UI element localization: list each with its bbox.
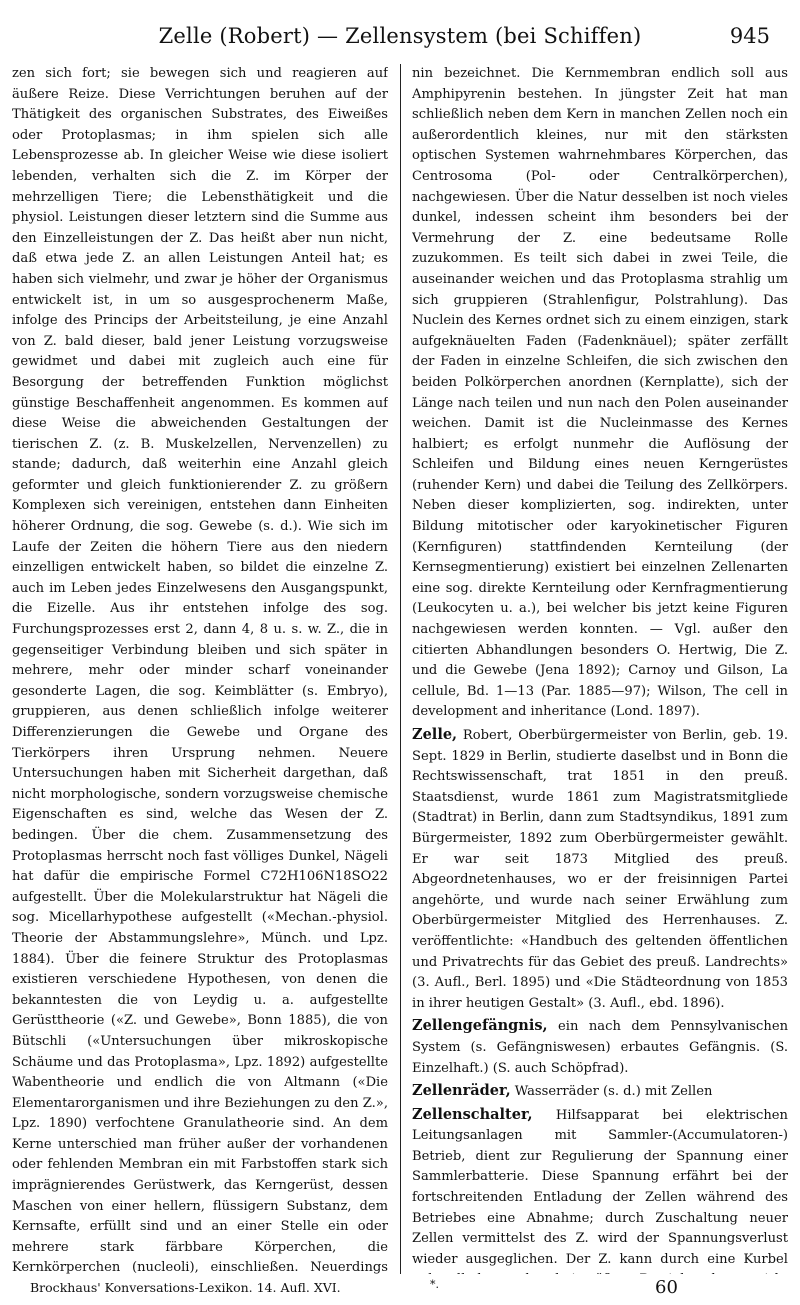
entry-keyword: Zelle, — [412, 726, 458, 743]
running-header — [0, 18, 800, 58]
entry-keyword: Zellengefängnis, — [412, 1017, 548, 1035]
left-column — [12, 64, 388, 1274]
left-column-text: zen sich fort; sie bewegen sich und reagieren auf äußere Reize. Diese Verrichtungen beruhen auf der Thätigkeit des organischen Substrates, des Eiweißes oder Protoplasmas; in ihm spielen sich alle Lebensprozesse ab. In gleicher Weise wie diese isoliert lebenden, verhalten sich die Z. im Körper der mehrzelligen Tiere; die Lebensthätigkeit und die physiol. Leistungen dieser letztern sind die Summe aus den Einzelleistungen der Z. Das heißt aber nun nicht, daß etwa jede Z. an allen Leistungen Anteil hat; es haben sich vielmehr, und zwar je höher der Organismus entwickelt ist, in um so ausgesprochenerm Maße, infolge des Princips der Arbeitsteilung, je eine Anzahl von Z. bald dieser, bald jener Leistung vorzugsweise gewidmet und dabei mit zugleich auch eine für Besorgung der betreffenden Funktion möglichst günstige Beschaffenheit angenommen. Es kommen auf diese Weise die abweichenden Gestaltungen der tierischen Z. (z. B. Muskelzellen, Nervenzellen) zu stande; dadurch, daß weiterhin eine Anzahl gleich geformter und gleich funktionierender Z. zu größern Komplexen sich vereinigen, entstehen dann Einheiten höherer Ordnung, die sog. Gewebe (s. d.). Wie sich im Laufe der Zeiten die höhern Tiere aus den niedern einzelligen entwickelt haben, so bildet die einzelne Z. auch im Leben jedes Einzelwesens den Ausgangspunkt, die Eizelle. Aus ihr entstehen infolge des sog. Furchungsprozesses erst 2, dann 4, 8 u. s. w. Z., die in gegenseitiger Verbindung bleiben und sich später in mehrere, mehr oder minder scharf voneinander gesonderte Lagen, die sog. Keimblätter (s. Embryo), gruppieren, aus denen schließlich infolge weiterer Differenzierungen die Gewebe und Organe des Tierkörpers ihren Ursprung nehmen. Neuere Untersuchungen haben mit Sicherheit dargethan, daß nicht morphologische, sondern vorzugsweise chemische Eigenschaften es sind, welche das Wesen der Z. bedingen. Über die chem. Zusammensetzung des Protoplasmas herrscht noch fast völliges Dunkel, Nägeli hat dafür die empirische Formel C72H106N18SO22 aufgestellt. Über die Molekularstruktur hat Nägeli die sog. Micellarhypothese aufgestellt («Mechan.-physiol. Theorie der Abstammungslehre», Münch. und Lpz. 1884). Über die feinere Struktur des Protoplasmas existieren verschiedene Hypothesen, von denen die bekanntesten die von Leydig u. a. aufgestellte Gerüsttheorie («Z. und Gewebe», Bonn 1885), die von Bütschli («Untersuchungen über mikroskopische Schäume und das Protoplasma», Lpz. 1892) aufgestellte Wabentheorie und endlich die von Altmann («Die Elementarorganismen und ihre Beziehungen zu den Z.», Lpz. 1890) verfochtene Granulatheorie sind. An dem Kerne unterschied man früher außer der vorhandenen oder fehlenden Membran ein mit Farbstoffen stark sich imprägnierendes Gerüstwerk, das Kerngerüst, dessen Maschen von einer hellern, flüssigern Substanz, dem Kernsafte, erfüllt sind und an einer Stelle ein oder mehrere stark färbbare Körperchen, die Kernkörperchen (nucleoli), einschließen. Neuerdings — [12, 66, 388, 1274]
column-divider — [400, 64, 401, 1274]
right-column — [412, 64, 788, 1274]
footer-sheet-number: 60 — [655, 1277, 678, 1298]
entry-text: ein nach dem Pennsylvanischen System (s. Gefängniswesen) erbautes Gefängnis. (S. Einzelhaft.) (S. auch Schöpfrad). — [412, 1019, 788, 1076]
entry-zellenraeder — [412, 1081, 788, 1103]
entry-zellengefaengnis — [412, 1016, 788, 1079]
footer-imprint: Brockhaus' Konversations-Lexikon. 14. Aufl. XVI. — [30, 1280, 341, 1295]
entry-text: Hilfsapparat bei elektrischen Leitungsanlagen mit Sammler-(Accumulatoren-) Betrieb, dient zur Regulierung der Spannung einer Sammlerbatterie. Diese Spannung erfährt bei der fortschreitenden Entladung der Zellen während des Betriebes eine Abnahme; durch Zuschaltung neuer Zellen vermittelst des Z. wird der Spannungsverlust wieder ausgeglichen. Der Z. kann durch eine Kurbel — [412, 1107, 788, 1267]
entry-zelle — [412, 725, 788, 1014]
entry-zellenschalter — [412, 1105, 788, 1274]
entry-text: Robert, Oberbürgermeister von Berlin, geb. 19. Sept. 1829 in Berlin, studierte daselbst und in Bonn die Rechtswissenschaft, trat 1851 in den preuß. Staatsdienst, wurde 1861 zum Magistratsmitgliede (Stadtrat) in Berlin, dann zum Stadtsyndikus, 1891 zum Bürgermeister, 1892 zum Oberbürgermeister gewählt. Er war seit 1873 Mitglied des preuß. Abgeordnetenhauses, wo er der freisinnigen Partei angehörte, und wurde nach seiner Erwählung zum Oberbürgermeister Mitglied des Herrenhauses. Z. veröffentlichte: «Handbuch des geltenden öffentlichen und Privatrechts für das Gebiet des preuß. Landrechts» (3. Aufl., Berl. 1895) und «Die Städteordnung von 1853 in ihrer heutigen Gestalt» (3. Aufl., ebd. 1896). — [412, 728, 788, 1011]
page-number: 945 — [729, 24, 770, 48]
page-footer — [0, 1276, 800, 1300]
header-title: Zelle (Robert) — Zellensystem (bei Schiffen) — [158, 24, 642, 48]
entry-keyword: Zellenräder, — [412, 1082, 511, 1100]
right-column-continuation: nin bezeichnet. Die Kernmembran endlich soll aus Amphipyrenin bestehen. In jüngster Zeit hat man schließlich neben dem Kern in manchen Zellen noch ein außerordentlich kleines, nur mit den stärksten optischen Systemen wahrnehmbares Körperchen, das Centrosoma (Pol- oder Centralkörperchen), nachgewiesen. Über die Natur desselben ist noch vieles dunkel, indessen scheint ihm besonders bei der Vermehrung der Z. eine bedeutsame Rolle zuzukommen. Es teilt sich dabei in zwei Teile, die auseinander weichen und das Protoplasma strahlig um sich gruppieren (Strahlenfigur, Polstrahlung). Das Nuclein des Kernes ordnet sich zu einem einzigen, stark aufgeknäuelten Faden (Fadenknäuel); später zerfällt der Faden in einzelne Schleifen, die sich zwischen den beiden Polkörperchen anordnen (Kernplatte), sich der Länge nach teilen und nun nach den Polen auseinander weichen. Damit ist die Nucleinmasse des Kernes halbiert; es erfolgt nunmehr die Auflösung der Schleifen und Bildung eines neuen Kerngerüstes (ruhender Kern) und dabei die Teilung des Zellkörpers. Neben dieser komplizierten, sog. indirekten, unter Bildung mitotischer oder karyokinetischer Figuren (Kernfiguren) stattfindenden Kernteilung (der Kernsegmentierung) existiert bei einzelnen Zellenarten eine sog. direkte Kernteilung oder Kernfragmentierung (Leukocyten u. a.), bei welcher bis jetzt keine Figuren nachgewiesen werden konnten. — Vgl. außer den citierten Abhandlungen besonders O. Hertwig, Die Z. und die Gewebe (Jena 1892); Carnoy und Gilson, La cellule, Bd. 1—13 (Par. 1885—97); Wilson, The cell in development and inheritance (Lond. 1897). — [412, 66, 788, 720]
footer-signature-mark: *. — [430, 1278, 439, 1291]
entry-keyword: Zellenschalter, — [412, 1105, 533, 1123]
entry-text: Wasserräder (s. d.) mit Zellen — [510, 1084, 713, 1100]
